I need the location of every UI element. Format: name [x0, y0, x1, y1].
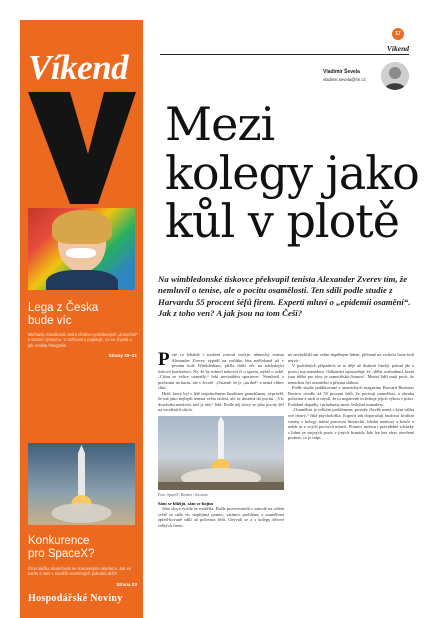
- col2-paragraph-3: Podle studie publikované v amerických magazínu Harvard Business Review uvedlo až 55 procent šéfů, že pocitují osamělost, a zhruba polovina z nich si myslí, že to negativně ovlivňuje jejich výkon v práci. Podobně dopadly i průzkumy mezi českými manažery.: [288, 385, 414, 407]
- story1-pages: Strany 20–21: [108, 353, 137, 358]
- story2-text: Čína takřka skutečnost se soucasnými raketami. Jak se zatím s nimi v soutěži vesmírných pokroků drží?: [28, 566, 132, 577]
- story2-pages: Strana 23: [116, 582, 137, 587]
- col2-paragraph-4: „Osamělost je velkým problémem, protože člověk nemá s kým sdílet své obavy,“ říká psycholožka. Experti tak doporučují budovat kvalitní vztahy s kolegy mimo pracovní hierarchii, hledat mentory a kouče a nebát se o svých pocitech mluvit. Pomoci mohou i pravidelné schůzky s lidmi ze stejných pozic v jiných firmách, kde lze bez obav otevřeně probrat, co je trápí.: [288, 407, 414, 441]
- col1-paragraph-3: Jeho slova rychle se rozšířila. Podle pozorovatelů v samotě na celém světě se stále víc nepřijímá pomoc, zatímco problémy s osamělostí zpřed-kovaně sdílí až polovina šéfů. Ozývali se a s kolegy šéfové velkých firem.: [158, 506, 284, 528]
- newspaper-logo: Hospodářské Noviny: [28, 593, 123, 604]
- headline-line-1: Mezi: [165, 97, 275, 151]
- article-lead: Na wimbledonské tiskovce překvapil tenista Alexander Zverev tím, že nemluvil o tenise, ale o pocitu osamělosti. Ten sdílí podle studie z Harvardu 55 procent šéfů firem. Experti mluví o „epidemii osamění“. Jak z toho ven? A jak jsou na tom Češi?: [158, 274, 411, 319]
- section-title: Víkend: [28, 48, 129, 87]
- page-number: 17: [392, 28, 404, 40]
- header-divider: [160, 54, 409, 55]
- author-portrait-icon: [381, 62, 409, 90]
- article-headline: [165, 97, 419, 248]
- rocket-photo-icon: [158, 416, 284, 490]
- story1-title-line2: bude víc: [28, 315, 72, 327]
- col1-paragraph-2: Hráč, který byl v létě trojnásobným finalistou grandslamu, vyprávěl, že má jako nejlepší tenista světa radost, ale se dostává do pocitu. „Víc dostávám nenávist, než je rád,“ řekl. Podle něj slovy se jeho pocity šíří na sociálních sítích.: [158, 390, 284, 413]
- story1-text: Michaela Slováková otvíra chráno vyzdobených „domeček“ s vlastní výstavou. V rozhovoru popisuje, co se chystá a jak vznikla fotografie.: [28, 332, 138, 348]
- col2-paragraph-2: V podobných případech se to děje až dvakrát častěji, pokud jde o pozici top manažera. Odborníci upozorňují, že „dělat rozhodnutí, která jsou těžká pro tým, je samotářská činnost“. Mnozí lídři mají pocit, že nemohou být zranitelní a přiznat slabost.: [288, 363, 414, 385]
- story2-photo[interactable]: [28, 443, 135, 525]
- story2-title[interactable]: [28, 535, 95, 561]
- dropcap: P: [158, 349, 170, 370]
- big-letter-v: [28, 92, 136, 204]
- headline-line-3: kůl v plotě: [165, 194, 400, 248]
- story2-title-line1: Konkurence: [28, 535, 90, 547]
- article-photo[interactable]: [158, 416, 284, 490]
- story1-title-line1: Lega z Česka: [28, 302, 99, 314]
- col1-paragraph-1: oté co lehablé i soužení rotoval trofeje, německý tenista Alexander Zverev vypadl na začátku léta neěčekaně už v prvním kole Wimbledonu, přišla další věc na následující tiskové konferenci. Ne, že by mluvil neboval či o sportu, nýbrž o sobě. „Cítím se velice osamělý,“ řekl novinářům sportovec. Nemluvil o pochoutu na kurtu, ale v životě. „Ostatně, že je „na dně“ a nemá vůbec chuť.: [158, 352, 284, 391]
- photo-caption: Foto: SpaceX, Reuters / ilustrace: [158, 493, 209, 498]
- author-avatar: [381, 62, 409, 90]
- story1-photo[interactable]: [28, 208, 135, 290]
- rocket-launch-icon: [28, 443, 135, 525]
- author-email[interactable]: vladimir.sevela@hn.cz: [323, 77, 366, 82]
- headline-line-2: kolegy jako: [165, 145, 419, 200]
- author-name: Vladimír Ševela: [323, 69, 360, 75]
- section-label: Víkend: [386, 44, 409, 53]
- story1-title[interactable]: [28, 302, 98, 328]
- sidebar: [20, 20, 143, 618]
- article-column-1: [158, 349, 284, 528]
- story2-title-line2: pro SpaceX?: [28, 548, 95, 560]
- col2-paragraph-1: ne nevhyhlíží ani velmi úspěšným lidem, přičemž na vrcholu často bolí nejvíc.: [288, 352, 414, 363]
- article-column-2: [288, 352, 414, 441]
- article-subhead: Sám se bližiju, sám se hojím: [158, 500, 214, 506]
